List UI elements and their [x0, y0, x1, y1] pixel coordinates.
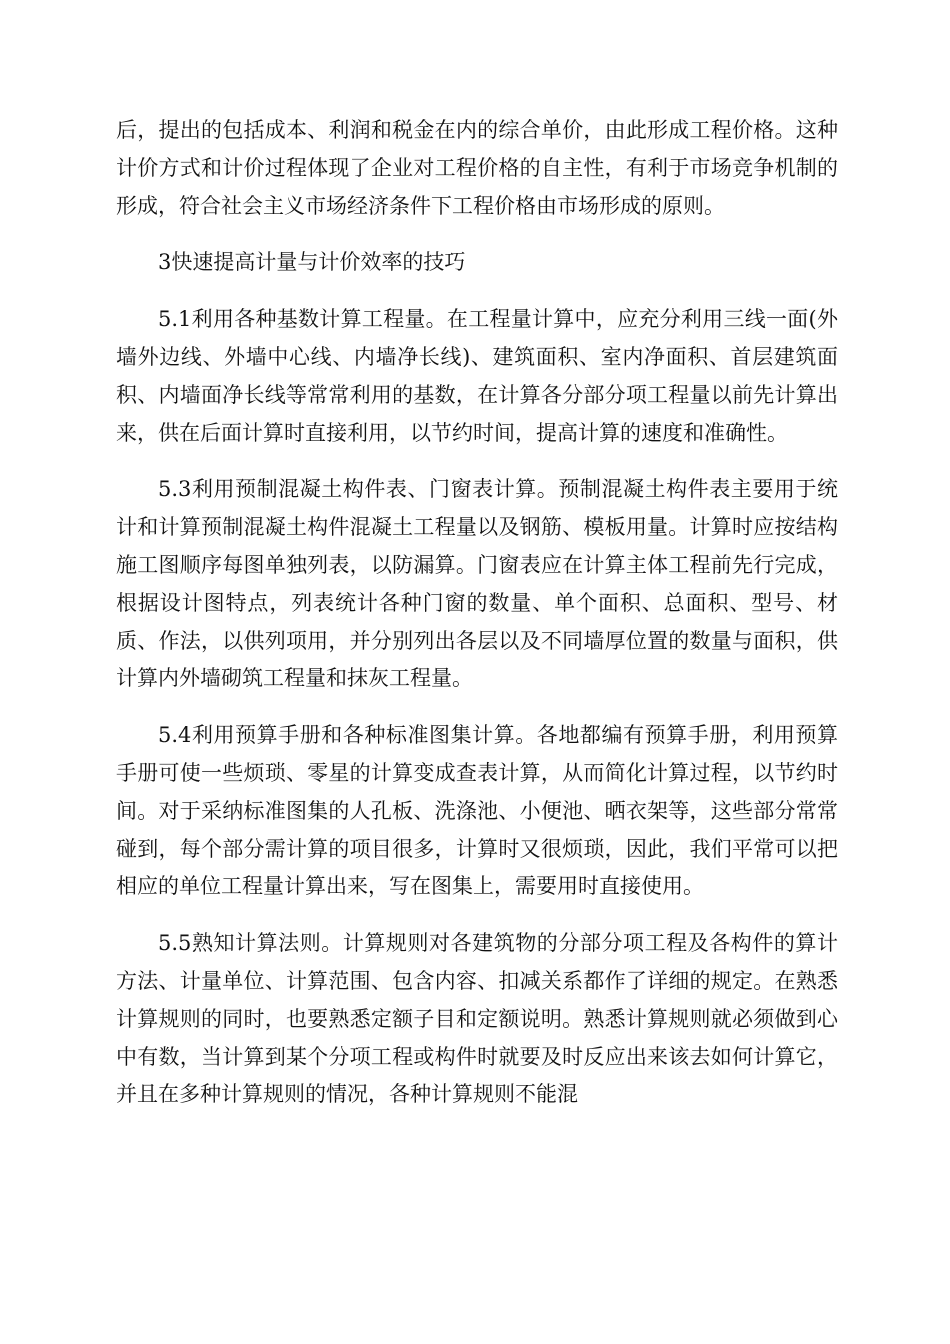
paragraph-item-5-4: 5.4利用预算手册和各种标准图集计算。各地都编有预算手册，利用预算手册可使一些烦琐、零星的计算变成查表计算，从而简化计算过程，以节约时间。对于采纳标准图集的人孔板、洗涤池、小便池、晒衣架等，这些部分常常碰到，每个部分需计算的项目很多，计算时又很烦琐，因此，我们平常可以把相应的单位工程量计算出来，写在图集上，需要用时直接使用。: [116, 723, 838, 899]
section-heading: 3快速提高计量与计价效率的技巧: [158, 250, 466, 275]
paragraph-gap: [116, 282, 838, 301]
document-body: [116, 112, 838, 1114]
paragraph-gap: [116, 452, 838, 471]
paragraph-intro-continued: 后，提出的包括成本、利润和税金在内的综合单价，由此形成工程价格。这种计价方式和计价过程体现了企业对工程价格的自主性，有利于市场竞争机制的形成，符合社会主义市场经济条件下工程价格由市场形成的原则。: [116, 118, 838, 218]
paragraph-gap: [116, 698, 838, 717]
paragraph-item-5-5: 5.5熟知计算法则。计算规则对各建筑物的分部分项工程及各构件的算计方法、计量单位、计算范围、包含内容、扣减关系都作了详细的规定。在熟悉计算规则的同时，也要熟悉定额子目和定额说明。熟悉计算规则就必须做到心中有数，当计算到某个分项工程或构件时就要及时反应出来该去如何计算它，并且在多种计算规则的情况，各种计算规则不能混: [116, 931, 838, 1107]
paragraph-gap: [116, 906, 838, 925]
paragraph-item-5-1: 5.1利用各种基数计算工程量。在工程量计算中，应充分利用三线一面(外墙外边线、外墙中心线、内墙净长线)、建筑面积、室内净面积、首层建筑面积、内墙面净长线等常常利用的基数，在计算各分部分项工程量以前先计算出来，供在后面计算时直接利用，以节约时间，提高计算的速度和准确性。: [116, 307, 838, 445]
paragraph-item-5-3: 5.3利用预制混凝土构件表、门窗表计算。预制混凝土构件表主要用于统计和计算预制混凝土构件混凝土工程量以及钢筋、模板用量。计算时应按结构施工图顺序每图单独列表，以防漏算。门窗表应在计算主体工程前先行完成，根据设计图特点，列表统计各种门窗的数量、单个面积、总面积、型号、材质、作法，以供列项用，并分别列出各层以及不同墙厚位置的数量与面积，供计算内外墙砌筑工程量和抹灰工程量。: [116, 477, 838, 691]
paragraph-gap: [116, 225, 838, 244]
